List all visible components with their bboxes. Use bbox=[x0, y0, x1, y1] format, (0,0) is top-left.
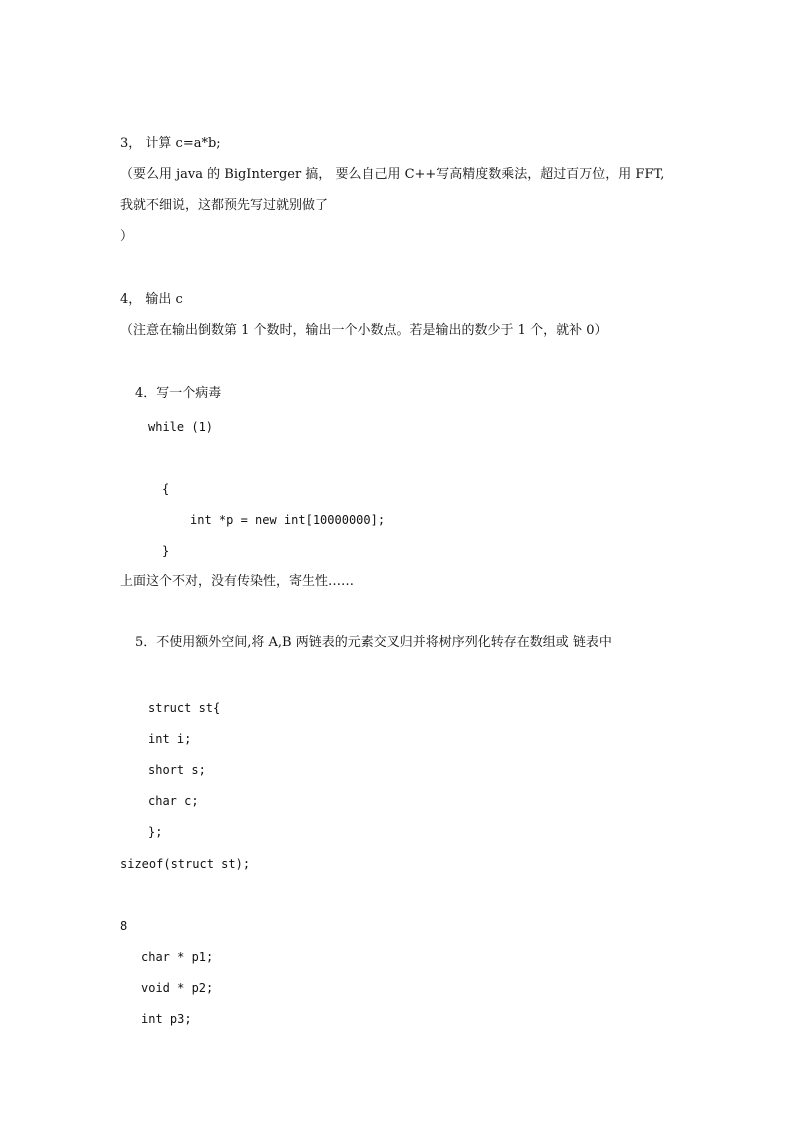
code-int-field: int i; bbox=[148, 732, 192, 746]
item-3-note-line-2: 我就不细说，这都预先写过就别做了 bbox=[120, 198, 329, 213]
code-while: while (1) bbox=[148, 420, 214, 434]
item-4-note: （注意在输出倒数第 1 个数时，输出一个小数点。若是输出的数少于 1 个，就补 0） bbox=[120, 323, 608, 338]
item-3-note-close: ） bbox=[120, 229, 134, 244]
item-3-heading: 3， 计算 c=a*b; bbox=[120, 136, 221, 151]
code-char-pointer: char * p1; bbox=[141, 950, 214, 964]
item-4-heading: 4， 输出 c bbox=[120, 292, 183, 307]
code-close-brace: } bbox=[162, 544, 170, 558]
code-struct-close: }; bbox=[148, 825, 163, 839]
code-struct-open: struct st{ bbox=[148, 701, 221, 715]
answer-8: 8 bbox=[120, 919, 128, 933]
code-int-variable: int p3; bbox=[141, 1012, 192, 1026]
code-open-brace: { bbox=[162, 482, 170, 496]
code-void-pointer: void * p2; bbox=[141, 981, 214, 995]
section-4-title: 4．写一个病毒 bbox=[135, 386, 222, 401]
code-alloc: int *p = new int[10000000]; bbox=[190, 513, 386, 527]
item-3-note-line-1: （要么用 java 的 BigInterger 搞， 要么自己用 C++写高精度数乘法，超过百万位，用 FFT, bbox=[120, 167, 665, 182]
code-char-field: char c; bbox=[148, 794, 199, 808]
code-sizeof: sizeof(struct st); bbox=[120, 857, 251, 871]
section-5-title: 5．不使用额外空间,将 A,B 两链表的元素交叉归并将树序列化转存在数组或 链表中 bbox=[135, 635, 612, 650]
section-4-comment: 上面这个不对，没有传染性，寄生性…… bbox=[120, 574, 355, 589]
code-short-field: short s; bbox=[148, 763, 206, 777]
